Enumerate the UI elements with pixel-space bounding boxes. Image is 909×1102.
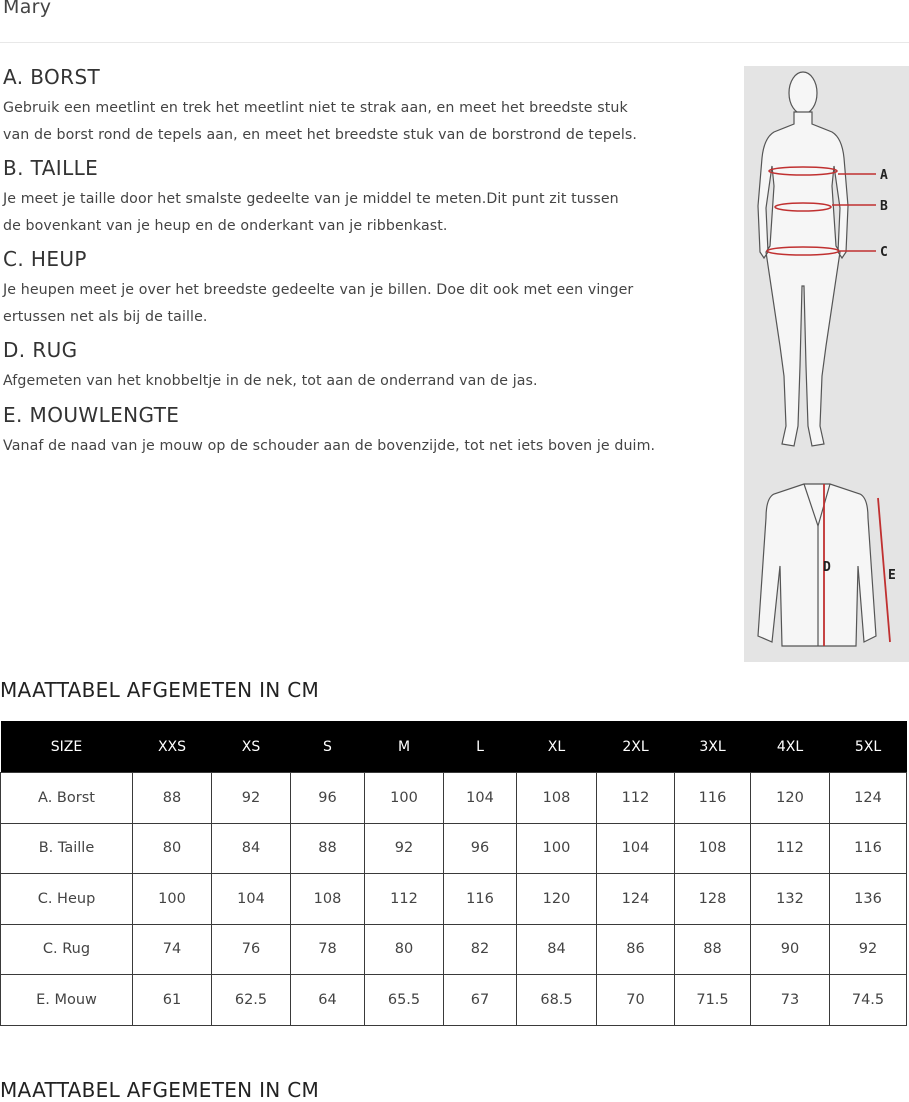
row-label: C. Rug: [1, 924, 133, 975]
body-silhouette-illustration: [744, 66, 909, 662]
section-text: Vanaf de naad van je mouw op de schouder aan de bovenzijde, tot net iets boven je duim.: [3, 437, 656, 454]
table-cell: 71.5: [675, 975, 751, 1026]
header-xs: XS: [212, 721, 291, 773]
table-cell: 100: [517, 823, 597, 874]
table-cell: 84: [212, 823, 291, 874]
section-heading: B. TAILLE: [3, 156, 99, 180]
table-cell: 120: [517, 874, 597, 925]
header-m: M: [365, 721, 444, 773]
table-cell: 116: [830, 823, 907, 874]
page-title: Mary: [3, 0, 52, 18]
row-label: E. Mouw: [1, 975, 133, 1026]
section-heading: C. HEUP: [3, 247, 87, 271]
row-label: C. Heup: [1, 874, 133, 925]
header-xl: XL: [517, 721, 597, 773]
row-label: A. Borst: [1, 773, 133, 824]
table-cell: 68.5: [517, 975, 597, 1026]
table-row: [1, 773, 907, 824]
section-mouwlengte: [3, 400, 683, 460]
table-row: [1, 823, 907, 874]
table-cell: 88: [675, 924, 751, 975]
jacket-outline-icon: [758, 484, 876, 646]
body-outline-icon: [758, 72, 848, 446]
table-cell: 61: [133, 975, 212, 1026]
section-text: Je meet je taille door het smalste gedeelte van je middel te meten.Dit punt zit tussen de bovenkant van je heup en de onderkant van je ribbenkast.: [3, 191, 619, 234]
table-cell: 80: [133, 823, 212, 874]
section-text: Afgemeten van het knobbeltje in de nek, tot aan de onderrand van de jas.: [3, 373, 538, 389]
title-divider: [0, 42, 909, 43]
header-5xl: 5XL: [830, 721, 907, 773]
table-cell: 74.5: [830, 975, 907, 1026]
table-cell: 90: [751, 924, 830, 975]
size-header-row: [1, 721, 907, 773]
table-cell: 96: [291, 773, 365, 824]
table-cell: 67: [444, 975, 517, 1026]
section-heup: [3, 244, 683, 330]
table-cell: 73: [751, 975, 830, 1026]
table-cell: 65.5: [365, 975, 444, 1026]
measurement-figure: [744, 66, 909, 662]
section-text: Je heupen meet je over het breedste gedeelte van je billen. Doe dit ook met een vinger ertussen net als bij de taille.: [3, 282, 634, 325]
size-table: [0, 721, 907, 1026]
table-cell: 70: [597, 975, 675, 1026]
table-cell: 64: [291, 975, 365, 1026]
table-cell: 92: [365, 823, 444, 874]
row-label: B. Taille: [1, 823, 133, 874]
table-cell: 80: [365, 924, 444, 975]
table-row: [1, 924, 907, 975]
table-cell: 116: [444, 874, 517, 925]
header-s: S: [291, 721, 365, 773]
table-cell: 76: [212, 924, 291, 975]
header-4xl: 4XL: [751, 721, 830, 773]
table-cell: 104: [212, 874, 291, 925]
label-e: E: [888, 568, 896, 583]
table-cell: 112: [365, 874, 444, 925]
label-a: A: [880, 168, 888, 183]
section-text: Gebruik een meetlint en trek het meetlint niet te strak aan, en meet het breedste stuk van de borst rond de tepels aan, en meet het breedste stuk van de borstrond de tepels.: [3, 100, 637, 143]
section-heading: E. MOUWLENGTE: [3, 402, 180, 427]
table-cell: 88: [291, 823, 365, 874]
section-taille: [3, 153, 683, 239]
table-cell: 120: [751, 773, 830, 824]
label-c: C: [880, 245, 888, 260]
table-cell: 124: [597, 874, 675, 925]
table-cell: 74: [133, 924, 212, 975]
table-cell: 108: [517, 773, 597, 824]
table-cell: 108: [291, 874, 365, 925]
table-cell: 88: [133, 773, 212, 824]
table-cell: 78: [291, 924, 365, 975]
header-3xl: 3XL: [675, 721, 751, 773]
table-cell: 112: [751, 823, 830, 874]
section-borst: [3, 62, 683, 148]
table-cell: 92: [830, 924, 907, 975]
table-cell: 108: [675, 823, 751, 874]
table-cell: 96: [444, 823, 517, 874]
table-cell: 92: [212, 773, 291, 824]
table-cell: 132: [751, 874, 830, 925]
table-cell: 84: [517, 924, 597, 975]
table-row: [1, 975, 907, 1026]
table-cell: 62.5: [212, 975, 291, 1026]
header-2xl: 2XL: [597, 721, 675, 773]
size-table-title: MAATTABEL AFGEMETEN IN CM: [0, 678, 320, 702]
table-cell: 136: [830, 874, 907, 925]
table-cell: 124: [830, 773, 907, 824]
section-rug: [3, 335, 683, 395]
section-heading: A. BORST: [3, 65, 101, 89]
measurement-instructions: [3, 62, 683, 459]
header-l: L: [444, 721, 517, 773]
table-cell: 104: [444, 773, 517, 824]
table-cell: 100: [133, 874, 212, 925]
section-heading: D. RUG: [3, 338, 78, 362]
table-cell: 116: [675, 773, 751, 824]
label-d: D: [823, 560, 831, 575]
label-b: B: [880, 199, 888, 214]
table-cell: 112: [597, 773, 675, 824]
table-cell: 86: [597, 924, 675, 975]
header-size: SIZE: [1, 721, 133, 773]
header-xxs: XXS: [133, 721, 212, 773]
table-cell: 104: [597, 823, 675, 874]
table-cell: 100: [365, 773, 444, 824]
table-cell: 128: [675, 874, 751, 925]
table-cell: 82: [444, 924, 517, 975]
second-table-title: MAATTABEL AFGEMETEN IN CM: [0, 1078, 320, 1102]
table-row: [1, 874, 907, 925]
